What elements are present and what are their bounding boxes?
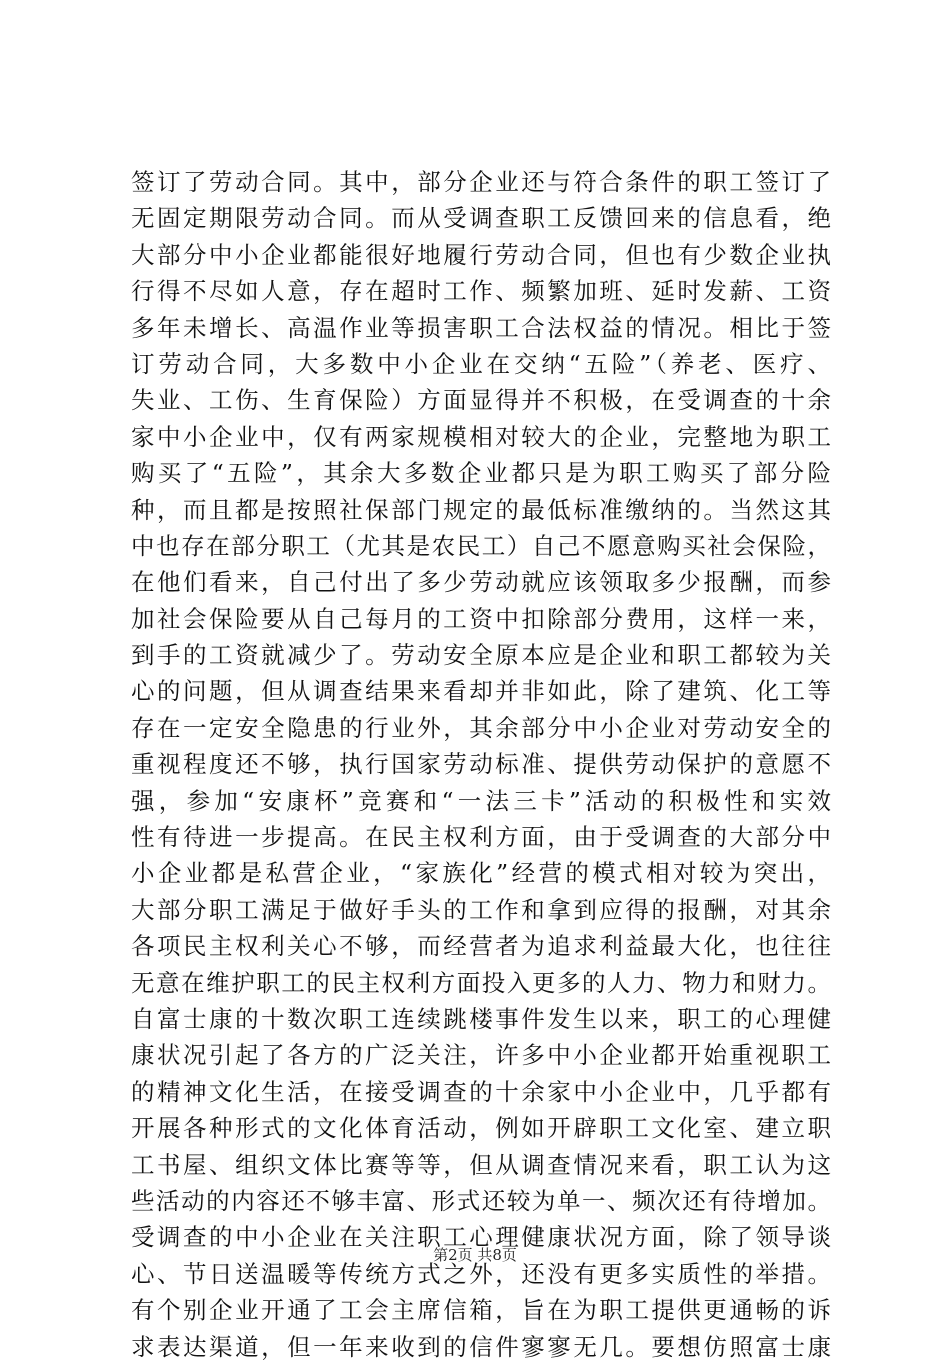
text-line: 受调查的中小企业在关注职工心理健康状况方面，除了领导谈: [131, 1223, 831, 1252]
text-line: 购买了“五险”，其余大多数企业都只是为职工购买了部分险: [131, 459, 831, 488]
text-line: 的精神文化生活，在接受调查的十余家中小企业中，几乎都有: [131, 1077, 831, 1106]
text-line: 加社会保险要从自己每月的工资中扣除部分费用，这样一来，: [131, 604, 831, 633]
body-text: [131, 164, 831, 1365]
text-line: 家中小企业中，仅有两家规模相对较大的企业，完整地为职工: [131, 422, 831, 451]
text-line: 心、节日送温暖等传统方式之外，还没有更多实质性的举措。: [131, 1259, 831, 1288]
text-line: 行得不尽如人意，存在超时工作、频繁加班、延时发薪、工资: [131, 277, 831, 306]
text-line: 些活动的内容还不够丰富、形式还较为单一、频次还有待增加。: [131, 1186, 831, 1215]
text-line: 心的问题，但从调查结果来看却并非如此，除了建筑、化工等: [131, 677, 831, 706]
text-line: 签订了劳动合同。其中，部分企业还与符合条件的职工签订了: [131, 168, 831, 196]
text-line: 到手的工资就减少了。劳动安全原本应是企业和职工都较为关: [131, 641, 831, 670]
text-line: 大部分中小企业都能很好地履行劳动合同，但也有少数企业执: [131, 240, 831, 269]
text-line: 中也存在部分职工（尤其是农民工）自己不愿意购买社会保险，: [131, 531, 831, 560]
text-line: 种，而且都是按照社保部门规定的最低标准缴纳的。当然这其: [131, 495, 831, 524]
text-line: 各项民主权利关心不够，而经营者为追求利益最大化，也往往: [131, 932, 831, 961]
page-number-footer: 第2页 共8页: [433, 1246, 517, 1264]
text-line: 在他们看来，自己付出了多少劳动就应该领取多少报酬，而参: [131, 568, 831, 597]
text-line: 工书屋、组织文体比赛等等，但从调查情况来看，职工认为这: [131, 1150, 831, 1179]
text-line: 有个别企业开通了工会主席信箱，旨在为职工提供更通畅的诉: [131, 1296, 831, 1325]
text-line: 开展各种形式的文化体育活动，例如开辟职工文化室、建立职: [131, 1114, 831, 1143]
text-line: 自富士康的十数次职工连续跳楼事件发生以来，职工的心理健: [131, 1004, 831, 1033]
text-line: 失业、工伤、生育保险）方面显得并不积极，在受调查的十余: [131, 386, 831, 415]
text-line: 重视程度还不够，执行国家劳动标准、提供劳动保护的意愿不: [131, 750, 831, 779]
text-line: 订劳动合同，大多数中小企业在交纳“五险”（养老、医疗、: [131, 349, 831, 378]
text-line: 强，参加“安康杯”竞赛和“一法三卡”活动的积极性和实效: [131, 786, 831, 815]
text-line: 求表达渠道，但一年来收到的信件寥寥无几。要想仿照富士康: [131, 1332, 831, 1361]
text-line: 大部分职工满足于做好手头的工作和拿到应得的报酬，对其余: [131, 895, 831, 924]
text-line: 无意在维护职工的民主权利方面投入更多的人力、物力和财力。: [131, 968, 831, 997]
text-line: 无固定期限劳动合同。而从受调查职工反馈回来的信息看，绝: [131, 204, 831, 233]
text-line: 康状况引起了各方的广泛关注，许多中小企业都开始重视职工: [131, 1041, 831, 1070]
text-line: 小企业都是私营企业，“家族化”经营的模式相对较为突出，: [131, 859, 831, 888]
text-line: 性有待进一步提高。在民主权利方面，由于受调查的大部分中: [131, 823, 831, 852]
text-line: 存在一定安全隐患的行业外，其余部分中小企业对劳动安全的: [131, 713, 831, 742]
text-line: 多年未增长、高温作业等损害职工合法权益的情况。相比于签: [131, 313, 831, 342]
